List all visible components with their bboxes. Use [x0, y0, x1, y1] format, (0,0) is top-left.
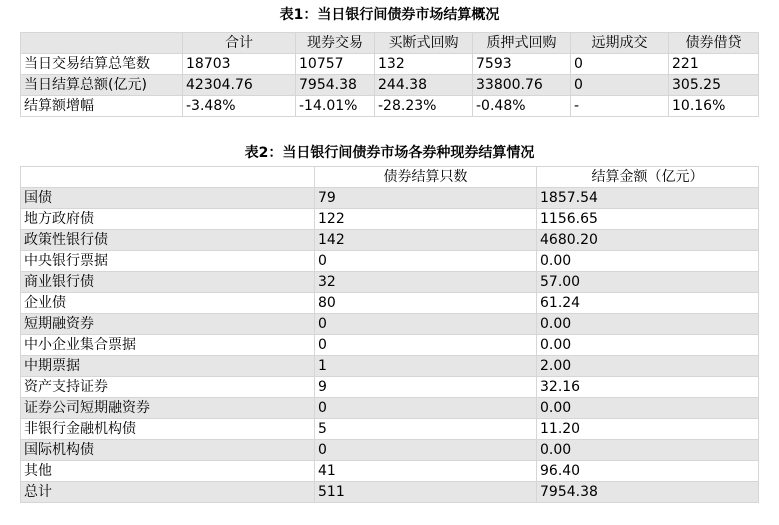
table1-header-cell: 合计: [183, 33, 296, 54]
table2-cell: 4680.20: [537, 230, 759, 251]
table1-cell: 10.16%: [669, 96, 759, 117]
table2-header-cell: 结算金额（亿元）: [537, 167, 759, 188]
table2-cell: 0.00: [537, 398, 759, 419]
table2-cell: 41: [315, 461, 537, 482]
table2-row: [21, 335, 759, 356]
table1-cell: -14.01%: [296, 96, 375, 117]
table2-row: [21, 293, 759, 314]
table2-row-label: 地方政府债: [21, 209, 315, 230]
table2-cell: 32: [315, 272, 537, 293]
table2-row-label: 非银行金融机构债: [21, 419, 315, 440]
table2-header-cell: [21, 167, 315, 188]
table1-header-cell: 现券交易: [296, 33, 375, 54]
table1-cell: 42304.76: [183, 75, 296, 96]
table2-cell: 0.00: [537, 440, 759, 461]
table2-title: 表2：当日银行间债券市场各券种现券结算情况: [244, 145, 535, 161]
table2-cell: 1156.65: [537, 209, 759, 230]
table2-row-label: 政策性银行债: [21, 230, 315, 251]
table2-row: [21, 440, 759, 461]
table2-cell: 511: [315, 482, 537, 503]
table1-cell: 7593: [473, 54, 571, 75]
table2-row: [21, 377, 759, 398]
table1-cell: 0: [571, 54, 669, 75]
table2-row: [21, 461, 759, 482]
table2-cell: 0: [315, 314, 537, 335]
settlement-overview-table: [20, 32, 759, 117]
table2-row-label: 中期票据: [21, 356, 315, 377]
table2-row-label: 商业银行债: [21, 272, 315, 293]
table2-cell: 0.00: [537, 335, 759, 356]
table2-cell: 0: [315, 398, 537, 419]
table1-header-cell: [21, 33, 183, 54]
table2-cell: 1857.54: [537, 188, 759, 209]
table2-row: [21, 272, 759, 293]
table1-row: [21, 54, 759, 75]
table2-header-cell: 债券结算只数: [315, 167, 537, 188]
table2-cell: 9: [315, 377, 537, 398]
table2-row-label: 企业债: [21, 293, 315, 314]
table1-row: [21, 96, 759, 117]
table2-cell: 142: [315, 230, 537, 251]
table2-cell: 57.00: [537, 272, 759, 293]
table2-header-row: [21, 167, 759, 188]
table2-cell: 122: [315, 209, 537, 230]
table2-row: [21, 230, 759, 251]
table1-cell: 132: [375, 54, 473, 75]
table2-cell: 80: [315, 293, 537, 314]
table1-cell: -0.48%: [473, 96, 571, 117]
table2-row-label: 总计: [21, 482, 315, 503]
table2-cell: 0: [315, 251, 537, 272]
table1-cell: 33800.76: [473, 75, 571, 96]
table1-row-label: 结算额增幅: [21, 96, 183, 117]
table2-row: [21, 482, 759, 503]
table2-cell: 0: [315, 335, 537, 356]
table1-cell: -: [571, 96, 669, 117]
table1-header-cell: 债券借贷: [669, 33, 759, 54]
table1-row-label: 当日交易结算总笔数: [21, 54, 183, 75]
table2-row: [21, 398, 759, 419]
bond-type-settlement-table: [20, 166, 759, 503]
table2-cell: 0.00: [537, 251, 759, 272]
table1-header-cell: 远期成交: [571, 33, 669, 54]
table2-cell: 0.00: [537, 314, 759, 335]
table2-row-label: 证券公司短期融资券: [21, 398, 315, 419]
table2-cell: 96.40: [537, 461, 759, 482]
table2-row: [21, 188, 759, 209]
table1-row-label: 当日结算总额(亿元): [21, 75, 183, 96]
table1-row: [21, 75, 759, 96]
table2-cell: 32.16: [537, 377, 759, 398]
table2-row: [21, 314, 759, 335]
table2-row: [21, 209, 759, 230]
table2-row: [21, 251, 759, 272]
table2-row-label: 资产支持证券: [21, 377, 315, 398]
table2-row-label: 中小企业集合票据: [21, 335, 315, 356]
table2-row-label: 国债: [21, 188, 315, 209]
table2-row-label: 国际机构债: [21, 440, 315, 461]
table1-cell: 10757: [296, 54, 375, 75]
table1-cell: 221: [669, 54, 759, 75]
table1-cell: 244.38: [375, 75, 473, 96]
table2-row: [21, 356, 759, 377]
table2-cell: 0: [315, 440, 537, 461]
table2-cell: 1: [315, 356, 537, 377]
table1-cell: 305.25: [669, 75, 759, 96]
table2-row-label: 短期融资券: [21, 314, 315, 335]
table2-cell: 79: [315, 188, 537, 209]
table2-cell: 11.20: [537, 419, 759, 440]
table2-row: [21, 419, 759, 440]
table1-cell: 0: [571, 75, 669, 96]
table2-row-label: 中央银行票据: [21, 251, 315, 272]
table1-header-cell: 质押式回购: [473, 33, 571, 54]
table1-cell: -3.48%: [183, 96, 296, 117]
table1-header-cell: 买断式回购: [375, 33, 473, 54]
table1-cell: 18703: [183, 54, 296, 75]
table2-cell: 5: [315, 419, 537, 440]
table2-cell: 2.00: [537, 356, 759, 377]
table2-cell: 7954.38: [537, 482, 759, 503]
table1-cell: 7954.38: [296, 75, 375, 96]
table2-cell: 61.24: [537, 293, 759, 314]
table1-cell: -28.23%: [375, 96, 473, 117]
table1-header-row: [21, 33, 759, 54]
table2-row-label: 其他: [21, 461, 315, 482]
table1-title: 表1：当日银行间债券市场结算概况: [279, 7, 500, 23]
